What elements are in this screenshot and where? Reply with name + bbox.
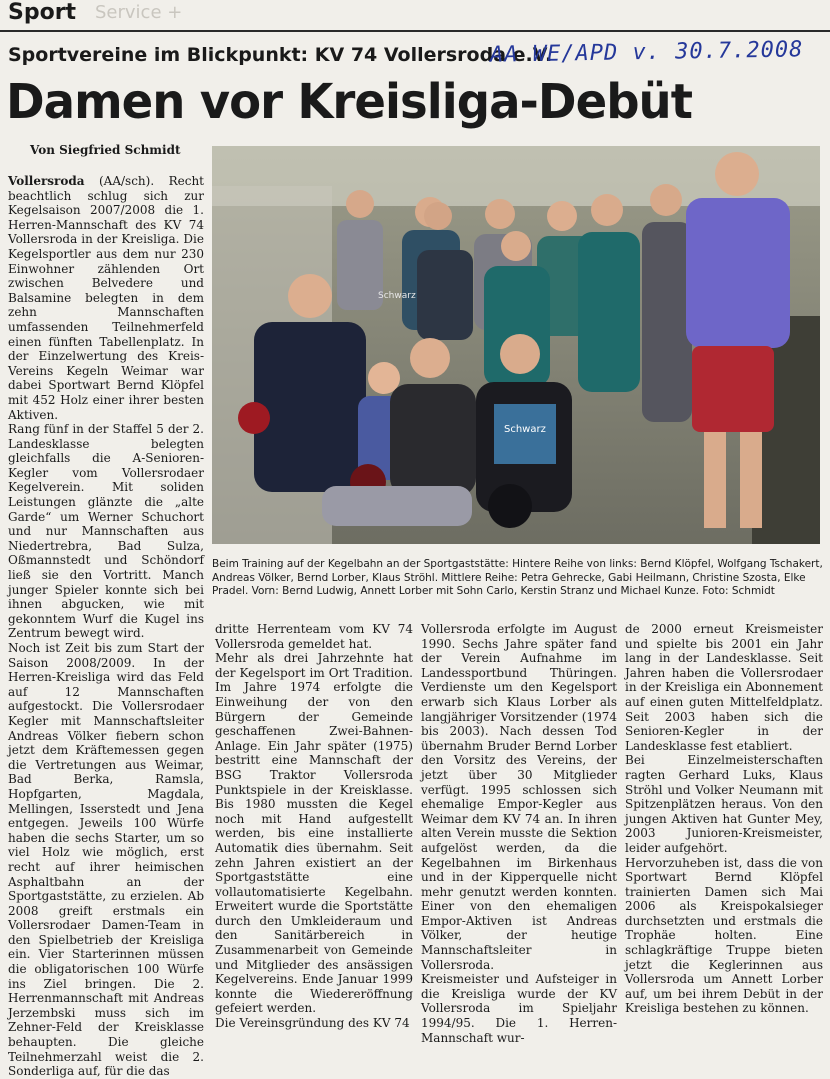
header-rule xyxy=(0,30,830,32)
shirt-text-front: Schwarz xyxy=(504,424,546,435)
paragraph: Kreismeister und Aufsteiger in die Kreisliga wurde der KV Vollersroda im Spieljahr 1994/95. Die 1. Herren-Mannschaft wur- xyxy=(421,972,617,1045)
article-headline: Damen vor Kreisliga-Debüt xyxy=(6,74,693,130)
paragraph xyxy=(8,174,204,422)
paragraph: Rang fünf in der Staffel 5 der 2. Landesklasse belegten gleichfalls die A-Senioren-Kegler vom Vollersrodaer Kegelverein. Mit soliden Leistungen glänzte die „alte Garde“ um Werner Schuchort und nur Mannschaften aus Niedertrebra, Bad Sulza, Oßmannstedt und Schöndorf ließ sie den Vortritt. Manch junger Spieler konnte sich bei ihnen abgucken, wie mit gekonntem Wurf die Kugel ins Zentrum bewegt wird. xyxy=(8,422,204,641)
article-kicker: Sportvereine im Blickpunkt: KV 74 Vollersroda e.V. xyxy=(8,44,553,66)
paragraph: Hervorzuheben ist, dass die von Sportwart Bernd Klöpfel trainierten Damen sich Mai 2006 als Kreispokalsieger durchsetzten und erstmals die Trophäe holten. Eine schlagkräftige Truppe bieten jetzt die Keglerinnen aus Vollersroda um Annett Lorber auf, um bei ihrem Debüt in der Kreisliga bestehen zu können. xyxy=(625,855,823,1016)
team-photo-illustration xyxy=(212,146,820,544)
paragraph: de 2000 erneut Kreismeister und spielte bis 2001 ein Jahr lang in der Landesklasse. Seit Jahren haben die Vollersrodaer in der Kreisliga ein Abonnement auf einen guten Mittelfeldplatz. Seit 2003 haben sich die Senioren-Kegler in der Landesklasse fest etabliert. xyxy=(625,622,823,753)
photo-caption: Beim Training auf der Kegelbahn an der Sportgaststätte: Hintere Reihe von links: Bernd Klöpfel, Wolfgang Tschakert, Andreas Völker, Bernd Lorber, Klaus Ströhl. Mittlere Reihe: Petra Gehrecke, Gabi Heilmann, Christine Szosta, Elke Pradel. Vorn: Bernd Ludwig, Annett Lorber mit Sohn Carlo, Kerstin Stranz und Michael Kunze. Foto: Schmidt xyxy=(212,558,823,598)
paragraph: Vollersroda erfolgte im August 1990. Sechs Jahre später fand der Verein Aufnahme im Landessportbund Thüringen. Verdienste um den Kegelsport erwarb sich Klaus Lorber als langjähriger Vorsitzender (1974 bis 2003). Nach dessen Tod übernahm Bruder Bernd Lorber den Vorsitz des Vereins, der jetzt über 30 Mitglieder verfügt. 1995 schlossen sich ehemalige Empor-Kegler aus Weimar dem KV 74 an. In ihren alten Verein musste die Sektion aufgelöst werden, da die Kegelbahnen im Birkenhaus und in der Kipperquelle nicht mehr genutzt werden konnten. Einer von den ehemaligen Empor-Aktiven ist Andreas Völker, der heutige Mannschaftsleiter in Vollersroda. xyxy=(421,622,617,972)
article-column-3 xyxy=(421,622,617,1045)
section-label: Sport xyxy=(8,0,77,25)
section-ghost-text: Service + xyxy=(95,2,183,23)
article-column-2 xyxy=(215,622,413,1031)
paragraph: Noch ist Zeit bis zum Start der Saison 2008/2009. In der Herren-Kreisliga wird das Feld auf 12 Mannschaften aufgestockt. Die Vollersrodaer Kegler mit Mannschaftsleiter Andreas Völker fiebern schon jetzt dem Kräftemessen gegen die Vertretungen aus Weimar, Bad Berka, Ramsla, Hopfgarten, Magdala, Mellingen, Isserstedt und Jena entgegen. Jeweils 100 Würfe haben die sechs Starter, um so viel Holz wie möglich, erst recht auf ihrer heimischen Asphaltbahn an der Sportgaststätte, zu erzielen. Ab 2008 greift erstmals ein Vollersrodaer Damen-Team in den Spielbetrieb der Kreisliga ein. Vier Starterinnen müssen die obligatorischen 100 Würfe ins Ziel bringen. Die 2. Herrenmannschaft mit Andreas Jerzembski muss sich im Zehner-Feld der Kreisklasse behaupten. Die gleiche Teilnehmerzahl weist die 2. Sonderliga auf, für die das xyxy=(8,641,204,1079)
shirt-text: Schwarz xyxy=(378,291,416,301)
lead-place: Vollersroda xyxy=(8,174,85,188)
paragraph-text: (AA/sch). Recht beachtlich schlug sich zur Kegelsaison 2007/2008 die 1. Herren-Mannschaft des KV 74 Vollersroda in der Kreisliga. Die Kegelsportler aus dem nur 230 Einwohner zählenden Ort zwischen Belvedere und Balsamine belegten in dem zehn Mannschaften umfassenden Teilnehmerfeld einen fünften Tabellenplatz. In der Einzelwertung des Kreis-Vereins Kegeln Weimar war dabei Sportwart Bernd Klöpfel mit 452 Holz einer ihrer besten Aktiven. xyxy=(8,174,204,422)
paragraph: Bei Einzelmeisterschaften ragten Gerhard Luks, Klaus Ströhl und Volker Neumann mit Spitzenplätzen heraus. Von den jungen Aktiven hat Gunter Mey, 2003 Junioren-Kreismeister, leider aufgehört. xyxy=(625,753,823,855)
paragraph: Die Vereinsgründung des KV 74 xyxy=(215,1016,410,1031)
byline: Von Siegfried Schmidt xyxy=(30,143,181,157)
handwritten-note: AA WE/APD v. 30.7.2008 xyxy=(489,37,804,68)
article-column-4 xyxy=(625,622,823,1016)
team-photo xyxy=(212,146,820,544)
article-column-1 xyxy=(8,174,204,1079)
paragraph: dritte Herrenteam vom KV 74 Vollersroda gemeldet hat. xyxy=(215,622,413,651)
paragraph: Mehr als drei Jahrzehnte hat der Kegelsport im Ort Tradition. Im Jahre 1974 erfolgte die Einweihung der von den Bürgern der Gemeinde geschaffenen Zwei-Bahnen-Anlage. Ein Jahr später (1975) bestritt eine Mannschaft der BSG Traktor Vollersroda Punktspiele in der Kreisklasse. Bis 1980 mussten die Kegel noch mit Hand aufgestellt werden, bis eine installierte Automatik dies übernahm. Seit zehn Jahren existiert an der Sportgaststätte eine vollautomatisierte Kegelbahn. Erweitert wurde die Sportstätte durch den Umkleideraum und den Sanitärbereich in Zusammenarbeit von Gemeinde und Mitglieder des ansässigen Kegelvereins. Ende Januar 1999 konnte die Wiedereröffnung gefeiert werden. xyxy=(215,651,413,1016)
